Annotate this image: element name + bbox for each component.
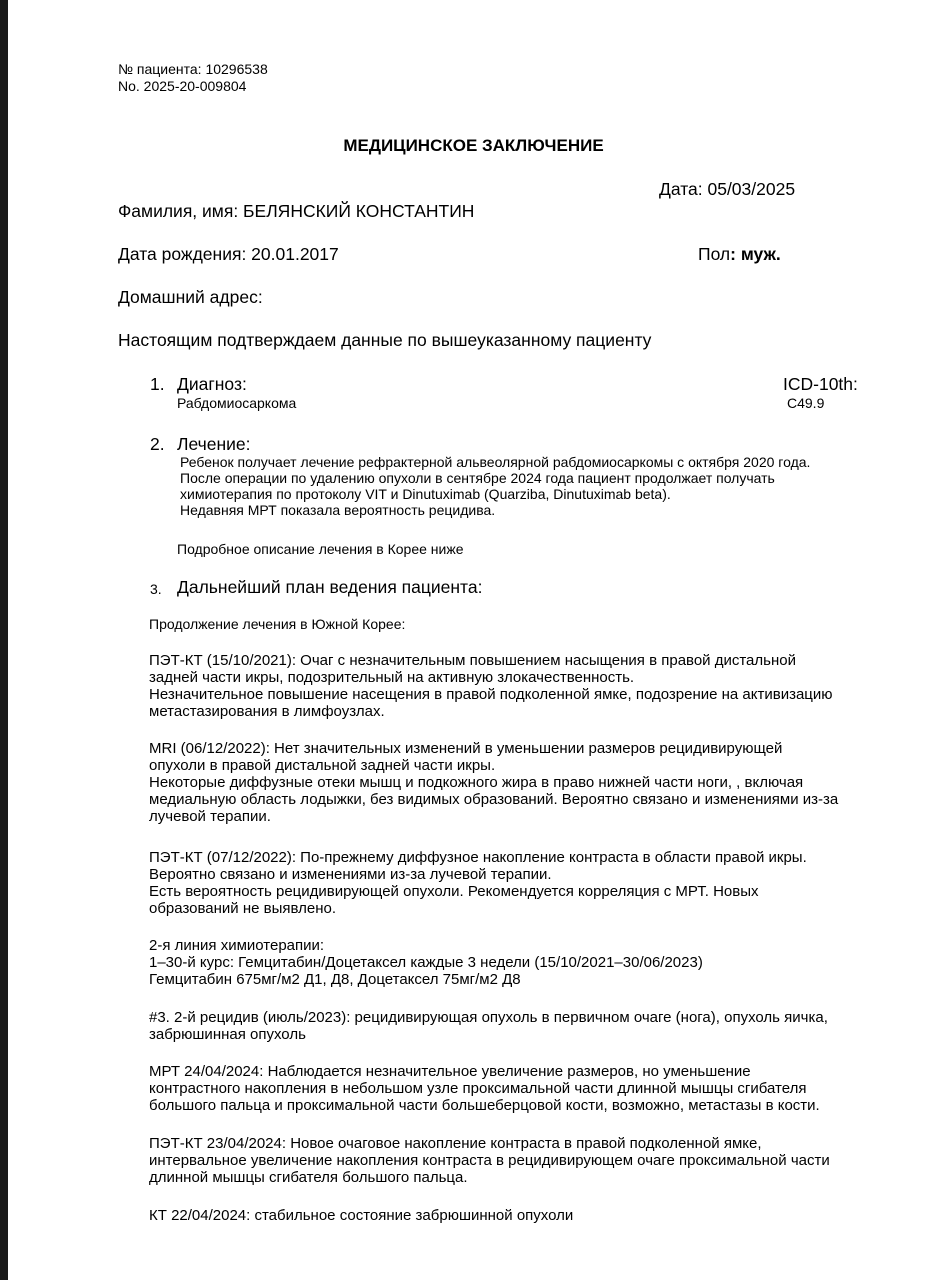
- sex-value: : муж.: [730, 244, 781, 264]
- entry-second-relapse: #3. 2-й рецидив (июль/2023): рецидивирующая опухоль в первичном очаге (нога), опухоль яичка, забрюшинная опухоль: [149, 1009, 828, 1043]
- patient-address: Домашний адрес:: [118, 287, 263, 307]
- patient-number: № пациента: 10296538: [118, 61, 268, 77]
- treatment-body: Ребенок получает лечение рефрактерной альвеолярной рабдомиосаркомы с октября 2020 года. После операции по удалению опухоли в сентябре 2024 года пациент продолжает получать химиотерапия по протоколу VIT и Dinutuximab (Quarziba, Dinutuximab beta). Недавняя МРТ показала вероятность рецидива.: [180, 454, 811, 518]
- document-number: No. 2025-20-009804: [118, 78, 247, 94]
- patient-name: Фамилия, имя: БЕЛЯНСКИЙ КОНСТАНТИН: [118, 201, 475, 221]
- patient-sex: [698, 244, 781, 264]
- icd-code: C49.9: [787, 395, 825, 411]
- plan-intro: Продолжение лечения в Южной Корее:: [149, 616, 406, 632]
- section3-number: 3.: [150, 581, 162, 597]
- section1-number: 1.: [150, 374, 165, 394]
- entry-pet-ct-2024: ПЭТ-КТ 23/04/2024: Новое очаговое накопление контраста в правой подколенной ямке, интервальное увеличение накопления контраста в рецидивирующем очаге проксимальной части длинной мышцы сгибателя большого пальца.: [149, 1135, 830, 1186]
- sex-label: Пол: [698, 244, 731, 264]
- entry-mri-2024: МРТ 24/04/2024: Наблюдается незначительное увеличение размеров, но уменьшение контрастного накопления в небольшом узле проксимальной части длинной мышцы сгибателя большого пальца и проксимальной части большеберцовой кости, возможно, метастазы в кости.: [149, 1063, 820, 1114]
- section3-heading: Дальнейший план ведения пациента:: [177, 577, 483, 597]
- entry-chemotherapy: 2-я линия химиотерапии: 1–30-й курс: Гемцитабин/Доцетаксел каждые 3 недели (15/10/2021–30/06/2023) Гемцитабин 675мг/м2 Д1, Д8, Доцетаксел 75мг/м2 Д8: [149, 937, 703, 988]
- diagnosis-value: Рабдомиосаркома: [177, 395, 297, 411]
- treatment-note: Подробное описание лечения в Корее ниже: [177, 541, 464, 557]
- patient-dob: Дата рождения: 20.01.2017: [118, 244, 339, 264]
- entry-mri-2022: MRI (06/12/2022): Нет значительных изменений в уменьшении размеров рецидивирующей опухоли в правой дистальной задней части икры. Некоторые диффузные отеки мышц и подкожного жира в право нижней части ноги, , включая медиальную область лодыжки, без видимых образований. Вероятно связано и изменениями из-за лучевой терапии.: [149, 740, 839, 825]
- icd-label: ICD-10th:: [783, 374, 858, 394]
- entry-pet-ct-2022: ПЭТ-КТ (07/12/2022): По-прежнему диффузное накопление контраста в области правой икры. Вероятно связано и изменениями из-за лучевой терапии. Есть вероятность рецидивирующей опухоли. Рекомендуется корреляция с МРТ. Новых образований не выявлено.: [149, 849, 807, 917]
- section2-number: 2.: [150, 434, 165, 454]
- document-date: Дата: 05/03/2025: [659, 179, 796, 199]
- entry-pet-ct-2021: ПЭТ-КТ (15/10/2021): Очаг с незначительным повышением насыщения в правой дистальной задней части икры, подозрительный на активную злокачественность. Незначительное повышение насещения в правой подколенной ямке, подозрение на активизацию метастазирования в лимфоузлах.: [149, 652, 833, 720]
- entry-ct-2024: КТ 22/04/2024: стабильное состояние забрюшинной опухоли: [149, 1207, 574, 1224]
- section1-heading: Диагноз:: [177, 374, 247, 394]
- section2-heading: Лечение:: [177, 434, 251, 454]
- document-page: [8, 0, 939, 1280]
- confirmation-text: Настоящим подтверждаем данные по вышеуказанному пациенту: [118, 330, 652, 350]
- document-title: МЕДИЦИНСКОЕ ЗАКЛЮЧЕНИЕ: [343, 136, 604, 155]
